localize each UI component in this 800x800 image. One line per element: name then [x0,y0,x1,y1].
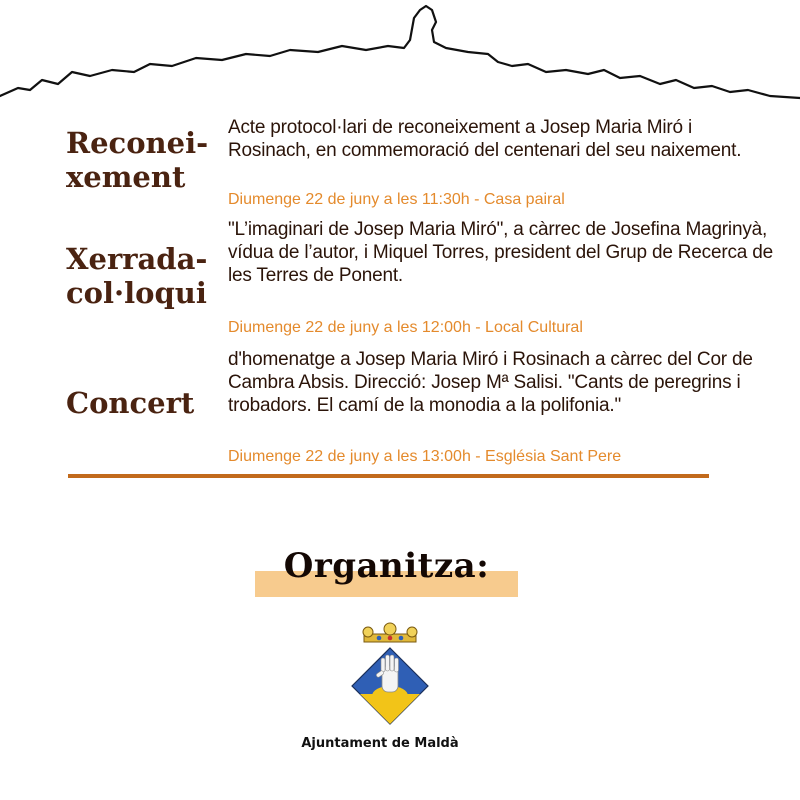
event-description: d'homenatge a Josep Maria Miró i Rosinach a càrrec del Cor de Cambra Absis. Direcció: Josep Mª Salisi. "Cants de peregrins i trobadors. El camí de la monodia a la polifonia." [228,349,753,416]
event-datetime-location: Diumenge 22 de juny a les 11:30h - Casa pairal [228,191,565,208]
event-datetime-location: Diumenge 22 de juny a les 12:00h - Local Cultural [228,319,583,336]
event-label [66,126,216,194]
event-label [66,386,216,420]
event-label [66,242,216,310]
event-datetime-location: Diumenge 22 de juny a les 13:00h - Església Sant Pere [228,448,622,465]
event-label-line: Xerrada- [66,242,208,276]
skyline-outline-decoration [0,0,800,110]
organizer-name: Ajuntament de Maldà [301,736,459,751]
municipal-coat-of-arms-icon [340,620,460,730]
organizer-title: Organitza: [283,546,490,586]
event-description: Acte protocol·lari de reconeixement a Josep Maria Miró i Rosinach, en commemoració del centenari del seu naixement. [228,117,742,161]
section-divider [68,474,709,478]
event-label-line: Reconei- [66,126,209,160]
event-label-line: xement [66,160,186,194]
event-label-line: Concert [66,386,195,420]
event-description: "L’imaginari de Josep Maria Miró", a càrrec de Josefina Magrinyà, vídua de l’autor, i Miquel Torres, president del Grup de Recerca de les Terres de Ponent. [228,219,773,286]
event-label-line: col·loqui [66,276,207,310]
